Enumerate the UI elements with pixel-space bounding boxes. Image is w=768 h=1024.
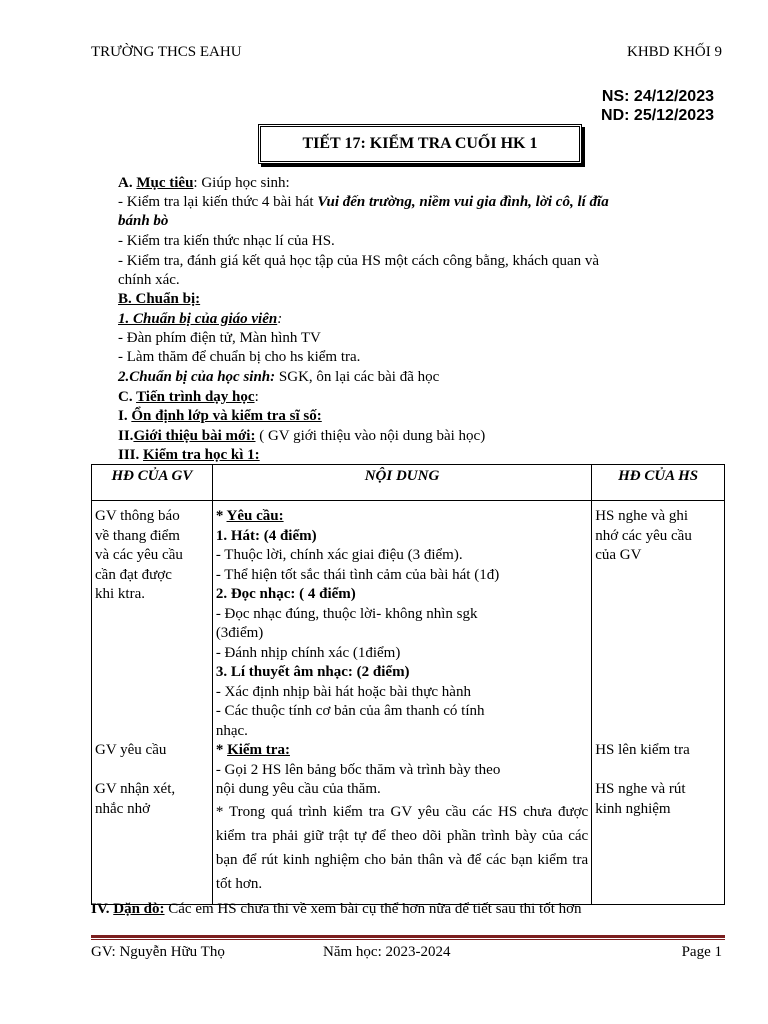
table-header-row <box>92 465 725 501</box>
hs-a-line: nhớ các yêu cầu <box>595 527 692 544</box>
hs-b-line: HS lên kiểm tra <box>595 742 690 758</box>
header-gv: HĐ CỦA GV <box>92 465 213 501</box>
gv-a-line: về thang điểm <box>95 527 180 544</box>
reading-item: - Đọc nhạc đúng, thuộc lời- không nhìn sgk <box>215 605 478 622</box>
reading-item: (3điểm) <box>215 625 264 641</box>
step-iii: III. Kiểm tra học kì 1: <box>118 447 260 463</box>
singing-item: - Thuộc lời, chính xác giai điệu (3 điểm). <box>215 547 463 563</box>
teacher-prep-item1: - Đàn phím điện tử, Màn hình TV <box>118 330 321 346</box>
gv-b-line: GV yêu cầu <box>95 742 167 758</box>
hs-a-line: của GV <box>595 547 642 563</box>
teacher-prep-heading: 1. Chuẩn bị của giáo viên: <box>118 311 283 327</box>
singing-item: - Thể hiện tốt sắc thái tình cảm của bài hát (1đ) <box>215 566 500 583</box>
lesson-table <box>91 464 725 905</box>
section-iv: IV. Dặn dò: Các em HS chưa thi về xem bài cụ thể hơn nữa để tiết sau thi tốt hơn <box>91 901 582 917</box>
section-a-line2: - Kiểm tra kiến thức nhạc lí của HS. <box>118 233 335 249</box>
footer-year: Năm học: 2023-2024 <box>323 944 451 960</box>
step-i: I. Ổn định lớp và kiểm tra sĩ số: <box>118 408 322 424</box>
header-content: NỘI DUNG <box>212 465 591 501</box>
footer-teacher: GV: Nguyễn Hữu Thọ <box>91 944 225 960</box>
section-c-heading: C. Tiến trình dạy học: <box>118 389 259 405</box>
student-prep: 2.Chuẩn bị của học sinh: SGK, ôn lại các bài đã học <box>118 369 440 385</box>
reading-item: - Đánh nhịp chính xác (1điểm) <box>215 644 401 661</box>
gv-activity-cell <box>92 501 213 905</box>
theory-item: - Xác định nhịp bài hát hoặc bài thực hành <box>215 683 471 700</box>
section-b-heading: B. Chuẩn bị: <box>118 291 201 307</box>
test-heading: * Kiểm tra: <box>215 742 290 758</box>
test-item: - Gọi 2 HS lên bảng bốc thăm và trình bày theo <box>215 761 501 778</box>
section-a-heading: A. Mục tiêu: Giúp học sinh: <box>118 175 290 191</box>
hs-c-line: HS nghe và rút <box>595 781 686 797</box>
header-hs: HĐ CỦA HS <box>592 465 725 501</box>
hs-activity-cell <box>592 501 725 905</box>
section-a-line1b: bánh bò <box>118 213 169 229</box>
hs-c-line: kinh nghiệm <box>595 800 671 817</box>
reading-heading: 2. Đọc nhạc: ( 4 điểm) <box>215 586 356 602</box>
section-a-line1: - Kiểm tra lại kiến thức 4 bài hát Vui đến trường, niềm vui gia đình, lời cô, lí đĩa <box>118 194 609 210</box>
gv-a-line: khi ktra. <box>95 586 145 602</box>
test-item: nội dung yêu cầu của thăm. <box>215 781 381 797</box>
teacher-prep-item2: - Làm thăm để chuẩn bị cho hs kiểm tra. <box>118 349 361 365</box>
section-a-line3a: - Kiểm tra, đánh giá kết quả học tập của HS một cách công bằng, khách quan và <box>118 253 600 269</box>
content-cell <box>212 501 591 905</box>
theory-heading: 3. Lí thuyết âm nhạc: (2 điểm) <box>215 664 410 680</box>
nd-date: ND: 25/12/2023 <box>601 107 714 124</box>
school-name: TRƯỜNG THCS EAHU <box>91 44 242 60</box>
singing-heading: 1. Hát: (4 điểm) <box>215 527 317 544</box>
theory-item: - Các thuộc tính cơ bản của âm thanh có tính <box>215 703 485 719</box>
test-note: * Trong quá trình kiểm tra GV yêu cầu các HS chưa được kiểm tra phải giữ trật tự để theo dõi phần trình bày của các bạn để rút kinh nghiệm cho bản thân và để các bạn kiểm tra tốt hơn. <box>215 803 589 892</box>
requirements-heading: * Yêu cầu: <box>215 508 284 524</box>
step-ii: II.Giới thiệu bài mới: ( GV giới thiệu vào nội dung bài học) <box>118 428 486 444</box>
gv-c-line: GV nhận xét, <box>95 781 176 797</box>
table-row <box>92 501 725 905</box>
footer-rule-thin <box>91 939 725 940</box>
theory-item: nhạc. <box>215 722 248 739</box>
hs-a-line: HS nghe và ghi <box>595 508 689 524</box>
footer-page: Page 1 <box>681 944 722 960</box>
gv-c-line: nhắc nhở <box>95 800 150 817</box>
plan-label: KHBD KHỐI 9 <box>627 44 722 60</box>
gv-a-line: GV thông báo <box>95 508 180 524</box>
lesson-title: TIẾT 17: KIỂM TRA CUỐI HK 1 <box>258 124 582 164</box>
section-a-line3b: chính xác. <box>118 272 180 288</box>
gv-a-line: cần đạt được <box>95 566 172 583</box>
ns-date: NS: 24/12/2023 <box>601 88 714 105</box>
footer-rule <box>91 935 725 938</box>
gv-a-line: và các yêu cầu <box>95 547 183 563</box>
